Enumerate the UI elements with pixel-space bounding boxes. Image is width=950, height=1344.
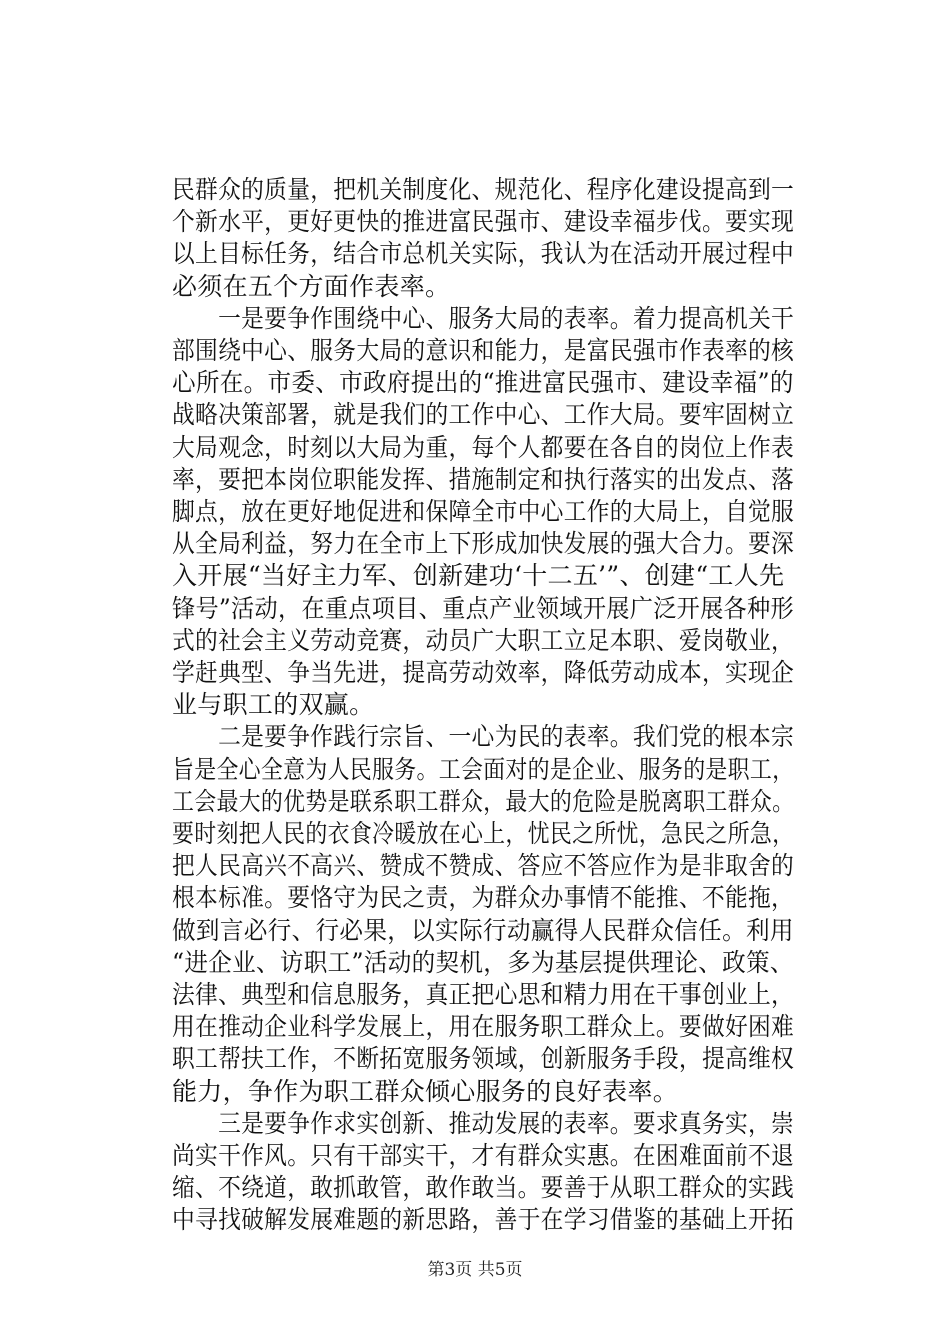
text-line: 战略决策部署，就是我们的工作中心、工作大局。要牢固树立: [172, 400, 795, 429]
text-line: 工会最大的优势是联系职工群众，最大的危险是脱离职工群众。: [172, 787, 795, 816]
text-line: 个新水平，更好更快的推进富民强市、建设幸福步伐。要实现: [172, 207, 795, 236]
text-line: 能力，争作为职工群众倾心服务的良好表率。: [172, 1077, 679, 1106]
text-line: 尚实干作风。只有干部实干，才有群众实惠。在困难面前不退: [172, 1141, 795, 1170]
text-line: “进企业、访职工”活动的契机，多为基层提供理论、政策、: [172, 948, 794, 977]
text-line: 学赶典型、争当先进，提高劳动效率，降低劳动成本，实现企: [172, 658, 795, 687]
text-line: 脚点，放在更好地促进和保障全市中心工作的大局上，自觉服: [172, 497, 795, 526]
text-line: 必须在五个方面作表率。: [172, 272, 451, 301]
text-line: 用在推动企业科学发展上，用在服务职工群众上。要做好困难: [172, 1012, 795, 1041]
text-line: 业与职工的双赢。: [172, 690, 375, 719]
text-line: 民群众的质量，把机关制度化、规范化、程序化建设提高到一: [172, 175, 795, 204]
text-line: 以上目标任务，结合市总机关实际，我认为在活动开展过程中: [172, 239, 795, 268]
text-line: 三是要争作求实创新、推动发展的表率。要求真务实，崇: [172, 1109, 795, 1138]
page-footer: 第3页 共5页: [427, 1260, 523, 1280]
text-line: 职工帮扶工作，不断拓宽服务领域，创新服务手段，提高维权: [172, 1044, 795, 1073]
text-line: 做到言必行、行必果，以实际行动赢得人民群众信任。利用: [172, 916, 794, 945]
text-line: 一是要争作围绕中心、服务大局的表率。着力提高机关干: [172, 304, 795, 333]
text-line: 旨是全心全意为人民服务。工会面对的是企业、服务的是职工，: [172, 755, 795, 784]
text-line: 锋号”活动，在重点项目、重点产业领域开展广泛开展各种形: [172, 594, 794, 623]
text-line: 把人民高兴不高兴、赞成不赞成、答应不答应作为是非取舍的: [172, 851, 795, 880]
text-line: 大局观念，时刻以大局为重，每个人都要在各自的岗位上作表: [172, 433, 795, 462]
text-line: 率，要把本岗位职能发挥、措施制定和执行落实的出发点、落: [172, 465, 795, 494]
text-line: 式的社会主义劳动竞赛，动员广大职工立足本职、爱岗敬业，: [172, 626, 795, 655]
text-line: 二是要争作践行宗旨、一心为民的表率。我们党的根本宗: [172, 722, 795, 751]
text-line: 从全局利益，努力在全市上下形成加快发展的强大合力。要深: [172, 529, 795, 558]
text-line: 缩、不绕道，敢抓敢管，敢作敢当。要善于从职工群众的实践: [172, 1173, 795, 1202]
text-line: 中寻找破解发展难题的新思路，善于在学习借鉴的基础上开拓: [172, 1205, 795, 1234]
text-line: 根本标准。要恪守为民之责，为群众办事情不能推、不能拖，: [172, 883, 795, 912]
text-line: 部围绕中心、服务大局的意识和能力，是富民强市作表率的核: [172, 336, 795, 365]
text-line: 法律、典型和信息服务，真正把心思和精力用在干事创业上，: [172, 980, 795, 1009]
text-line: 要时刻把人民的衣食冷暖放在心上，忧民之所忧，急民之所急，: [172, 819, 795, 848]
text-line: 入开展“当好主力军、创新建功‘十二五’”、创建“工人先: [172, 561, 785, 590]
text-line: 心所在。市委、市政府提出的“推进富民强市、建设幸福”的: [172, 368, 794, 397]
